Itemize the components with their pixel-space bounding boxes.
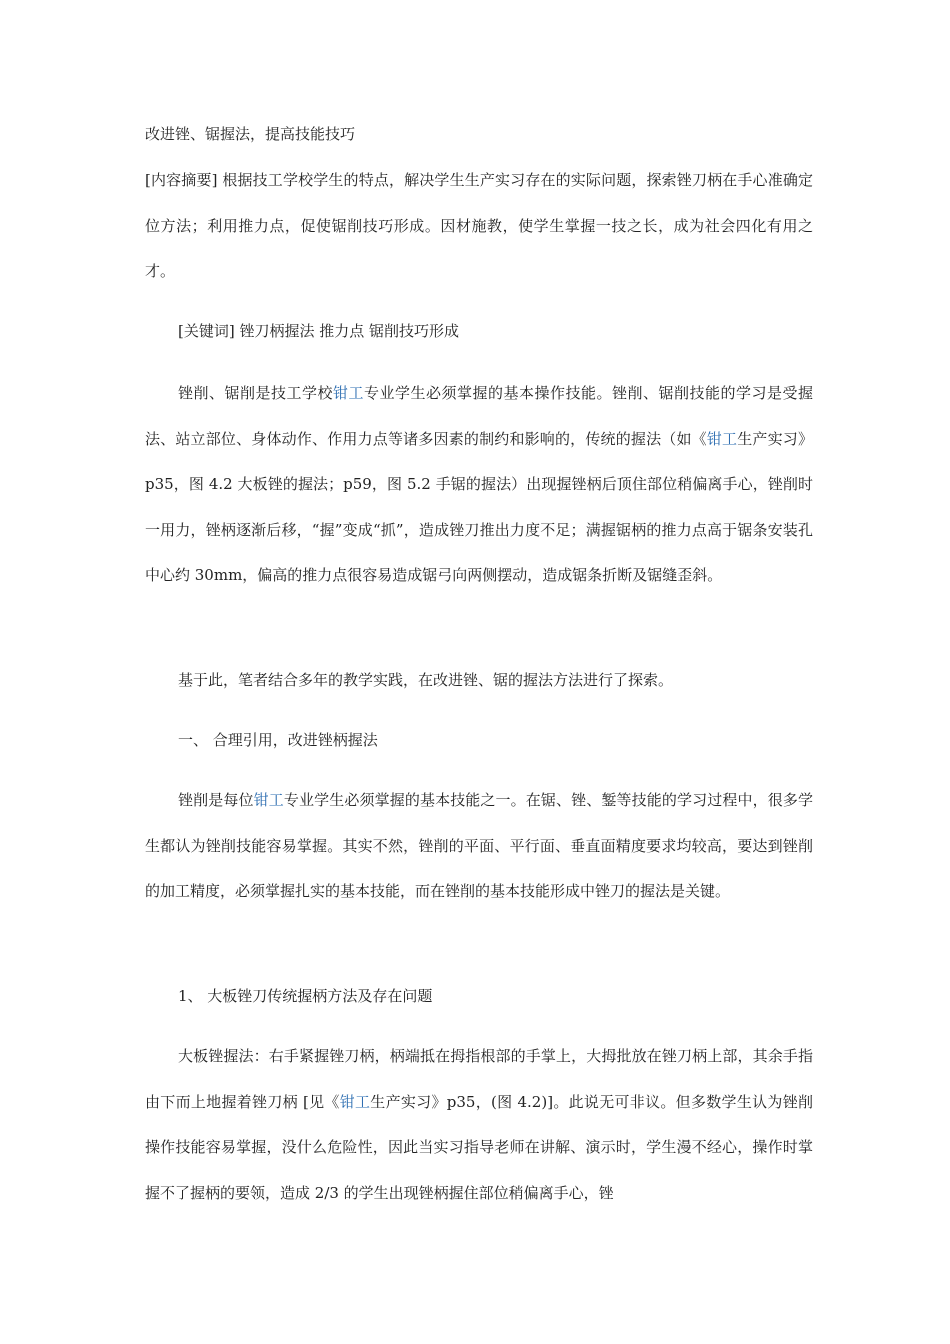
link-qiangong[interactable]: 钳工 — [706, 429, 738, 448]
keywords-paragraph: [关键词] 锉刀柄握法 推力点 锯削技巧形成 — [178, 322, 460, 340]
text-run: 生产实习》p35，(图 4.2)]。此说无可非议。但多数学生认为锉削操作技能容易掌握，没什么危险性，因此当实习指导老师在讲解、演示时，学生漫不经心，操作时掌握不了握柄的要领，造成 2/3 的学生出现锉柄握住部位稍偏离手心，锉 — [145, 1092, 813, 1202]
link-qiangong[interactable]: 钳工 — [333, 384, 364, 402]
text-run: 专业学生必须掌握的基本操作技能。锉削、锯削技能的学习是受握法、站立部位、身体动作、作用力点等诸多因素的制约和影响的，传统的握法（如《 — [145, 384, 813, 448]
text-run: 锉削是每位 — [178, 791, 254, 809]
text-run: 专业学生必须掌握的基本技能之一。在锯、锉、錾等技能的学习过程中，很多学生都认为锉削技能容易掌握。其实不然，锉削的平面、平行面、垂直面精度要求均较高，要达到锉削的加工精度，必须掌握扎实的基本技能，而在锉削的基本技能形成中锉刀的握法是关键。 — [145, 791, 813, 900]
text-run: 生产实习》p35，图 4.2 大板锉的握法；p59，图 5.2 手锯的握法）出现握锉柄后顶住部位稍偏离手心，锉削时一用力，锉柄逐渐后移，“握”变成“抓”，造成锉刀推出力度不足；满握锯柄的推力点高于锯条安装孔中心约 30mm，偏高的推力点很容易造成锯弓向两侧摆动，造成锯条折断及锯缝歪斜。 — [145, 429, 813, 584]
body-paragraph-4 — [145, 1034, 813, 1216]
link-qiangong[interactable]: 钳工 — [339, 1092, 371, 1111]
body-paragraph-3 — [145, 778, 813, 915]
link-qiangong[interactable]: 钳工 — [253, 791, 284, 809]
text-run: 锉削、锯削是技工学校 — [178, 384, 333, 402]
body-paragraph-1 — [145, 371, 813, 599]
section-heading-2: 1、 大板锉刀传统握柄方法及存在问题 — [178, 987, 433, 1005]
section-heading-1: 一、 合理引用，改进锉柄握法 — [178, 731, 378, 749]
abstract-paragraph: [内容摘要] 根据技工学校学生的特点，解决学生生产实习存在的实际问题，探索锉刀柄在手心准确定位方法；利用推力点，促使锯削技巧形成。因材施教，使学生掌握一技之长，成为社会四化有用之才。 — [145, 171, 813, 280]
text-run: 大板锉握法：右手紧握锉刀柄，柄端抵在拇指根部的手掌上，大拇批放在锉刀柄上部，其余手指由下而上地握着锉刀柄 [见《 — [145, 1047, 813, 1111]
document-title: 改进锉、锯握法，提高技能技巧 — [145, 125, 356, 143]
body-paragraph-2: 基于此，笔者结合多年的教学实践，在改进锉、锯的握法方法进行了探索。 — [178, 671, 674, 689]
